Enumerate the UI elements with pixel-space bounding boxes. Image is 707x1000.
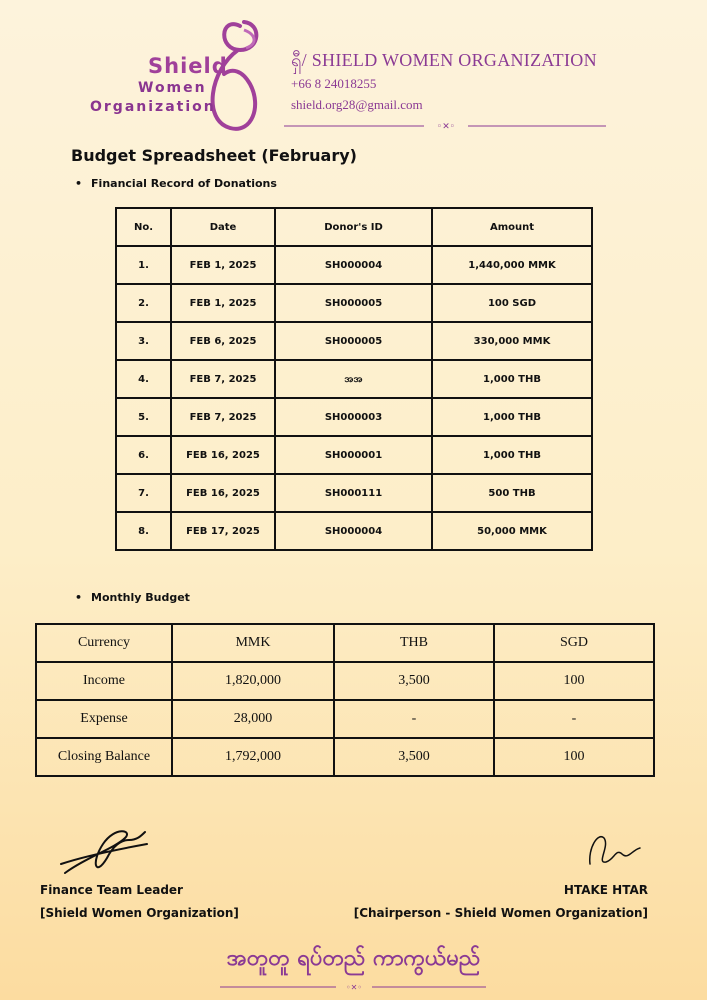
table-row — [116, 246, 592, 284]
column-header: Date — [171, 208, 275, 246]
table-cell: FEB 6, 2025 — [171, 322, 275, 360]
table-cell: 50,000 MMK — [432, 512, 592, 550]
table-row — [116, 398, 592, 436]
chairperson-signature — [584, 828, 644, 872]
table-cell: SH000004 — [275, 246, 432, 284]
table-cell: FEB 7, 2025 — [171, 360, 275, 398]
budget-table — [35, 623, 655, 777]
table-cell: 500 THB — [432, 474, 592, 512]
donations-table — [115, 207, 593, 551]
table-cell: 1,000 THB — [432, 398, 592, 436]
table-cell: အအ — [275, 360, 432, 398]
table-cell: 330,000 MMK — [432, 322, 592, 360]
svg-text:◦✕◦: ◦✕◦ — [436, 122, 456, 132]
header-divider — [284, 120, 608, 132]
finance-leader-signature — [55, 818, 150, 882]
table-row — [36, 738, 654, 776]
column-header: Currency — [36, 624, 172, 662]
table-cell: SH000003 — [275, 398, 432, 436]
table-row — [116, 284, 592, 322]
chairperson-name: HTAKE HTAR — [563, 883, 648, 897]
table-cell: 2. — [116, 284, 171, 322]
table-cell: FEB 16, 2025 — [171, 474, 275, 512]
table-cell: 6. — [116, 436, 171, 474]
table-cell: 1,000 THB — [432, 436, 592, 474]
table-cell: FEB 1, 2025 — [171, 284, 275, 322]
table-cell: 5. — [116, 398, 171, 436]
table-cell: SH000005 — [275, 284, 432, 322]
table-cell: Expense — [36, 700, 172, 738]
table-cell: SH000111 — [275, 474, 432, 512]
svg-text:◦✕◦: ◦✕◦ — [345, 983, 363, 992]
table-row — [116, 436, 592, 474]
org-name: ရှီ/ SHIELD WOMEN ORGANIZATION — [291, 50, 597, 70]
table-header-row — [36, 624, 654, 662]
column-header: SGD — [494, 624, 654, 662]
budget-heading: • Monthly Budget — [75, 591, 190, 604]
table-cell: - — [334, 700, 494, 738]
table-cell: 3,500 — [334, 738, 494, 776]
logo-women-text: Women — [138, 80, 207, 96]
table-row — [36, 700, 654, 738]
table-cell: FEB 17, 2025 — [171, 512, 275, 550]
table-row — [116, 322, 592, 360]
table-cell: FEB 1, 2025 — [171, 246, 275, 284]
table-cell: FEB 16, 2025 — [171, 436, 275, 474]
table-cell: 3,500 — [334, 662, 494, 700]
table-cell: 1,820,000 — [172, 662, 334, 700]
table-cell: FEB 7, 2025 — [171, 398, 275, 436]
column-header: Amount — [432, 208, 592, 246]
finance-leader-role: Finance Team Leader — [40, 883, 183, 897]
table-cell: SH000005 — [275, 322, 432, 360]
finance-leader-org: [Shield Women Organization] — [40, 906, 239, 920]
table-cell: 1. — [116, 246, 171, 284]
table-cell: 8. — [116, 512, 171, 550]
org-phone: +66 8 24018255 — [291, 76, 377, 91]
table-cell: 100 — [494, 738, 654, 776]
footer-divider — [220, 982, 488, 992]
chairperson-role: [Chairperson - Shield Women Organization] — [353, 906, 648, 920]
table-cell: SH000004 — [275, 512, 432, 550]
table-cell: - — [494, 700, 654, 738]
column-header: THB — [334, 624, 494, 662]
table-row — [116, 360, 592, 398]
table-header-row — [116, 208, 592, 246]
logo-organization-text: Organization — [90, 99, 216, 115]
table-cell: 1,000 THB — [432, 360, 592, 398]
table-cell: 1,792,000 — [172, 738, 334, 776]
column-header: MMK — [172, 624, 334, 662]
table-cell: Income — [36, 662, 172, 700]
table-row — [116, 512, 592, 550]
table-cell: Closing Balance — [36, 738, 172, 776]
table-cell: 7. — [116, 474, 171, 512]
table-cell: 100 — [494, 662, 654, 700]
table-cell: 4. — [116, 360, 171, 398]
table-cell: 28,000 — [172, 700, 334, 738]
donations-heading: • Financial Record of Donations — [75, 177, 277, 190]
column-header: Donor's ID — [275, 208, 432, 246]
table-cell: SH000001 — [275, 436, 432, 474]
logo-shield-text: Shield — [148, 54, 228, 78]
table-cell: 1,440,000 MMK — [432, 246, 592, 284]
table-cell: 3. — [116, 322, 171, 360]
org-email: shield.org28@gmail.com — [291, 97, 423, 112]
column-header: No. — [116, 208, 171, 246]
page-title: Budget Spreadsheet (February) — [71, 146, 357, 165]
table-row — [116, 474, 592, 512]
table-row — [36, 662, 654, 700]
footer-motto: အတူတူ ရပ်တည် ကာကွယ်မည် — [226, 946, 481, 971]
table-cell: 100 SGD — [432, 284, 592, 322]
